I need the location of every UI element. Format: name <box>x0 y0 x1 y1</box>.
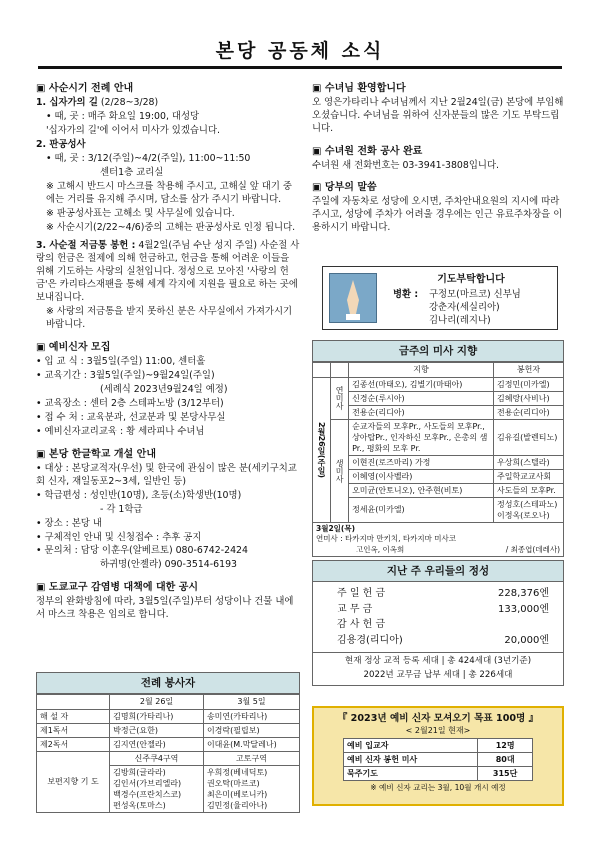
parking-heading: ▣ 당부의 말씀 <box>312 182 377 194</box>
school-c: - 각 1학급 <box>100 503 143 515</box>
left-column <box>36 78 300 622</box>
phone-heading: ▣ 수녀원 전화 공사 완료 <box>312 145 423 157</box>
lent-s2: 2. 판공성사 <box>36 138 86 150</box>
school-e: • 구체적인 안내 및 신청접수 : 추후 공지 <box>36 531 202 543</box>
school-heading: ▣ 본당 한글학교 개설 안내 <box>36 448 156 460</box>
prayer-heading: 기도부탁합니다 <box>437 274 505 285</box>
right-column <box>312 78 566 235</box>
school-a: • 대상 : 본당교적자(우선) 및 한국에 관심이 많은 분(세키구치교회 신자, 재일동포2~3세, 일반인 등) <box>36 462 297 487</box>
cat-d: • 교육장소 : 센터 2층 스테파노방 (3/12부터) <box>36 397 224 409</box>
stats-a: 현재 정상 교적 등록 세대 | 총 424세대 (3년기준) <box>344 656 532 666</box>
mass-col2: 봉헌자 <box>494 363 564 377</box>
zone2: 고토구역 <box>203 751 299 765</box>
offering-r3l: 감 사 헌 금 <box>337 619 386 631</box>
praying-hands-icon <box>329 273 377 323</box>
lent-s1a: • 때, 곳 : 매주 화요일 19:00, 대성당 <box>46 110 200 122</box>
table-row: 제2독서 김지연(안젤라) 이대윤(M.막달레나) <box>37 737 300 751</box>
sister-a: 오 영은가타리나 수녀님께서 지난 2월24일(금) 본당에 부임해 오셨습니다. 수녀님을 위하여 신자분들의 많은 기도 부탁드립니다. <box>312 96 564 134</box>
servers-col2: 3월 5일 <box>203 695 299 709</box>
parking-a: 주일에 자동차로 성당에 오시면, 주차안내요원의 지시에 따라주시고, 성당에 주차가 어려울 경우에는 인근 유료주차장을 이용하시기 바랍니다. <box>312 196 563 234</box>
school-b: • 학급편성 : 성인반(10명), 초등(소)학생반(10명) <box>36 489 242 501</box>
mass-heading: 금주의 미사 지향 <box>312 340 564 362</box>
school-d: • 장소 : 본당 내 <box>36 517 102 529</box>
lent-s3b: ※ 사랑의 저금통을 받지 못하신 분은 사무실에서 가져가시기 바랍니다. <box>46 306 293 331</box>
lent-s3a: 4월2일(주님 수난 성지 주일) 사순절 사랑의 헌금은 절제에 의해 헌금하고, 헌금을 통해 어려운 이들을 위해 기도하는 사랑의 실천입니다. 정성으로 모아진 '사랑의 헌금'은 카리타스재팬을 통해 세계 각지에 지원을 필요로 하는 곳에 보내집니다. <box>36 240 300 304</box>
goal-sub: < 2월21일 현재> <box>405 726 471 736</box>
goal-heading: 『 2023년 예비 신자 모셔오기 목표 100명 』 <box>337 713 539 724</box>
offering-box <box>312 560 564 653</box>
school-g: 하귀명(안젤라) 090-3514-6193 <box>100 559 238 571</box>
mass-f4: / 최종엽(데레사) <box>505 544 560 554</box>
top-rule <box>38 66 562 69</box>
lent-s2b: 센터1층 교리실 <box>100 166 164 178</box>
lent-s1: 1. 십자가의 길 <box>36 96 98 108</box>
table-row: 이현진(로즈마리) 가정 우상희(스텔라) <box>313 455 564 469</box>
table-row: 예비 입교자 12명 <box>344 739 533 753</box>
cat-c: (세례식 2023년9월24일 예정) <box>100 384 228 395</box>
servers-col1: 2월 26일 <box>110 695 204 709</box>
lent-s1-date: (2/28~3/28) <box>100 96 159 108</box>
table-row: 정세윤(미카엘) 정성호(스테파노) 이정옥(로오나) <box>313 497 564 522</box>
offering-r3n: 김용경(리디아) <box>337 634 403 646</box>
goal-box <box>312 706 564 806</box>
zone1: 신주쿠4구역 <box>110 751 204 765</box>
cat-f: • 예비신자교리교육 : 황 세라피나 수녀님 <box>36 425 205 437</box>
prayer-n1: 구정모(마르코) 신부님 <box>429 289 521 300</box>
prayer-label: 병환 : <box>393 289 419 300</box>
mass-group2: 생미사 <box>331 419 349 522</box>
cat-e: • 접 수 처 : 교육분과, 선교분과 및 본당사무실 <box>36 411 226 423</box>
page-title: 본당 공동체 소식 <box>215 40 385 62</box>
prayer-box <box>322 266 558 330</box>
servers-table: 2월 26일 3월 5일 해 설 자 김명희(가타리나) 송미연(카타리나) 제1독서 박정근(요한) 이경락(필립보) 제2독서 김지연(안젤라) 이대윤(M.막달레나) 보편지향 기 도 신주쿠4구역 고토구역 김방희(글라라) 김인서(가브리엘라) 백경수(프란치스코) 편성옥(토마스) 우희정(베네딕토) 권오탁(마르코) 최은미(베로니카) 김민정(율리아나) <box>36 694 300 812</box>
tokyo-a: 정부의 완화방침에 따라, 3월5일(주일)부터 성당이나 건물 내에서 마스크 착용은 임의로 합니다. <box>36 596 294 621</box>
cat-heading: ▣ 예비신자 모집 <box>36 342 111 354</box>
lent-s2a: • 때, 곳 : 3/12(주일)~4/2(주일), 11:00~11:50 <box>46 152 251 164</box>
table-row: 묵주기도 315단 <box>344 767 533 781</box>
offering-r1v: 228,376엔 <box>497 588 549 600</box>
offering-r2v: 133,000엔 <box>497 603 549 615</box>
eu-label: 보편지향 기 도 <box>37 751 110 812</box>
offering-r1l: 주 일 헌 금 <box>337 588 386 600</box>
offering-r2l: 교 무 금 <box>337 603 373 615</box>
table-row: 신경순(루시아) 김혜랑(사비나) <box>313 391 564 405</box>
mass-f1: 3월2일(목) <box>316 523 356 533</box>
mass-date: 2월26일(주일) <box>313 377 331 522</box>
lent-s3: 3. 사순절 저금통 봉헌 : <box>36 240 136 252</box>
table-row: 예비 신자 봉헌 미사 80대 <box>344 753 533 767</box>
table-row: 전용순(리디아) 전용순(리디아) <box>313 405 564 419</box>
table-row: 오미균(안토니오), 안주현(비토) 사도들의 모후Pr. <box>313 483 564 497</box>
goal-note: ※ 예비 신자 교리는 3월, 10월 개시 예정 <box>370 783 506 793</box>
stats-b: 2022년 교무금 납부 세대 | 총 226세대 <box>363 669 513 680</box>
tokyo-heading: ▣ 도쿄교구 감염병 대책에 대한 공시 <box>36 582 199 594</box>
stats-box <box>312 652 564 686</box>
lent-heading: ▣ 사순시기 전례 안내 <box>36 83 134 94</box>
mass-f2: 연미사 : 타카지마 만키치, 타카지마 미사코 <box>316 534 456 544</box>
lent-s2e: ※ 사순시기(2/22~4/6)중의 고해는 판공성사로 인정 됩니다. <box>46 221 296 233</box>
cat-a: • 입 교 식 : 3월5일(주일) 11:00, 센터홀 <box>36 356 206 368</box>
offering-r3v: 20,000엔 <box>504 634 549 646</box>
lent-s2d: ※ 판공성사표는 고해소 및 사무실에 있습니다. <box>46 207 235 219</box>
prayer-n2: 강춘자(세실리아) <box>429 302 500 313</box>
sister-heading: ▣ 수녀님 환영합니다 <box>312 83 406 94</box>
lent-s2c: ※ 고해시 반드시 마스크를 착용해 주시고, 고해실 앞 대기 중에는 거리를 유지해 주시며, 담소를 삼가 주시기 바랍니다. <box>46 180 292 205</box>
mass-f3: 고인옥, 이옥희 <box>356 544 405 554</box>
mass-col1: 지향 <box>349 363 494 377</box>
prayer-n3: 김나리(레지나) <box>429 315 491 326</box>
table-row: 생미사 순교자들의 모후Pr., 사도들의 모후Pr., 상아탑Pr., 인자하신 모후Pr., 은총의 샘Pr., 평화의 모후 Pr. 김유길(발렌티노) <box>313 419 564 455</box>
table-row: 2월26일(주일) 연미사 김종선(마태오), 김별기(마태아) 김정민(미카엘) <box>313 377 564 391</box>
table-row: 이혜영(이사벨라) 주일학교교사회 <box>313 469 564 483</box>
servers-heading: 전례 봉사자 <box>36 672 300 694</box>
lent-s1b: '십자가의 길'에 이어서 미사가 있겠습니다. <box>46 124 221 136</box>
mass-group1: 연미사 <box>331 377 349 419</box>
school-f: • 문의처 : 담당 이훈우(알베르토) 080-6742-2424 <box>36 545 248 557</box>
mass-table <box>312 362 564 556</box>
mass-box <box>312 340 564 557</box>
offering-heading: 지난 주 우리들의 정성 <box>312 560 564 582</box>
table-row: 해 설 자 김명희(가타리나) 송미연(카타리나) <box>37 709 300 723</box>
cat-b: • 교육기간 : 3월5일(주일)~9월24일(주일) <box>36 370 215 382</box>
servers-box <box>36 672 300 813</box>
table-row: 제1독서 박정근(요한) 이경락(필립보) <box>37 723 300 737</box>
goal-table <box>343 738 533 781</box>
phone-a: 수녀원 새 전화번호는 03-3941-3808입니다. <box>312 159 500 171</box>
